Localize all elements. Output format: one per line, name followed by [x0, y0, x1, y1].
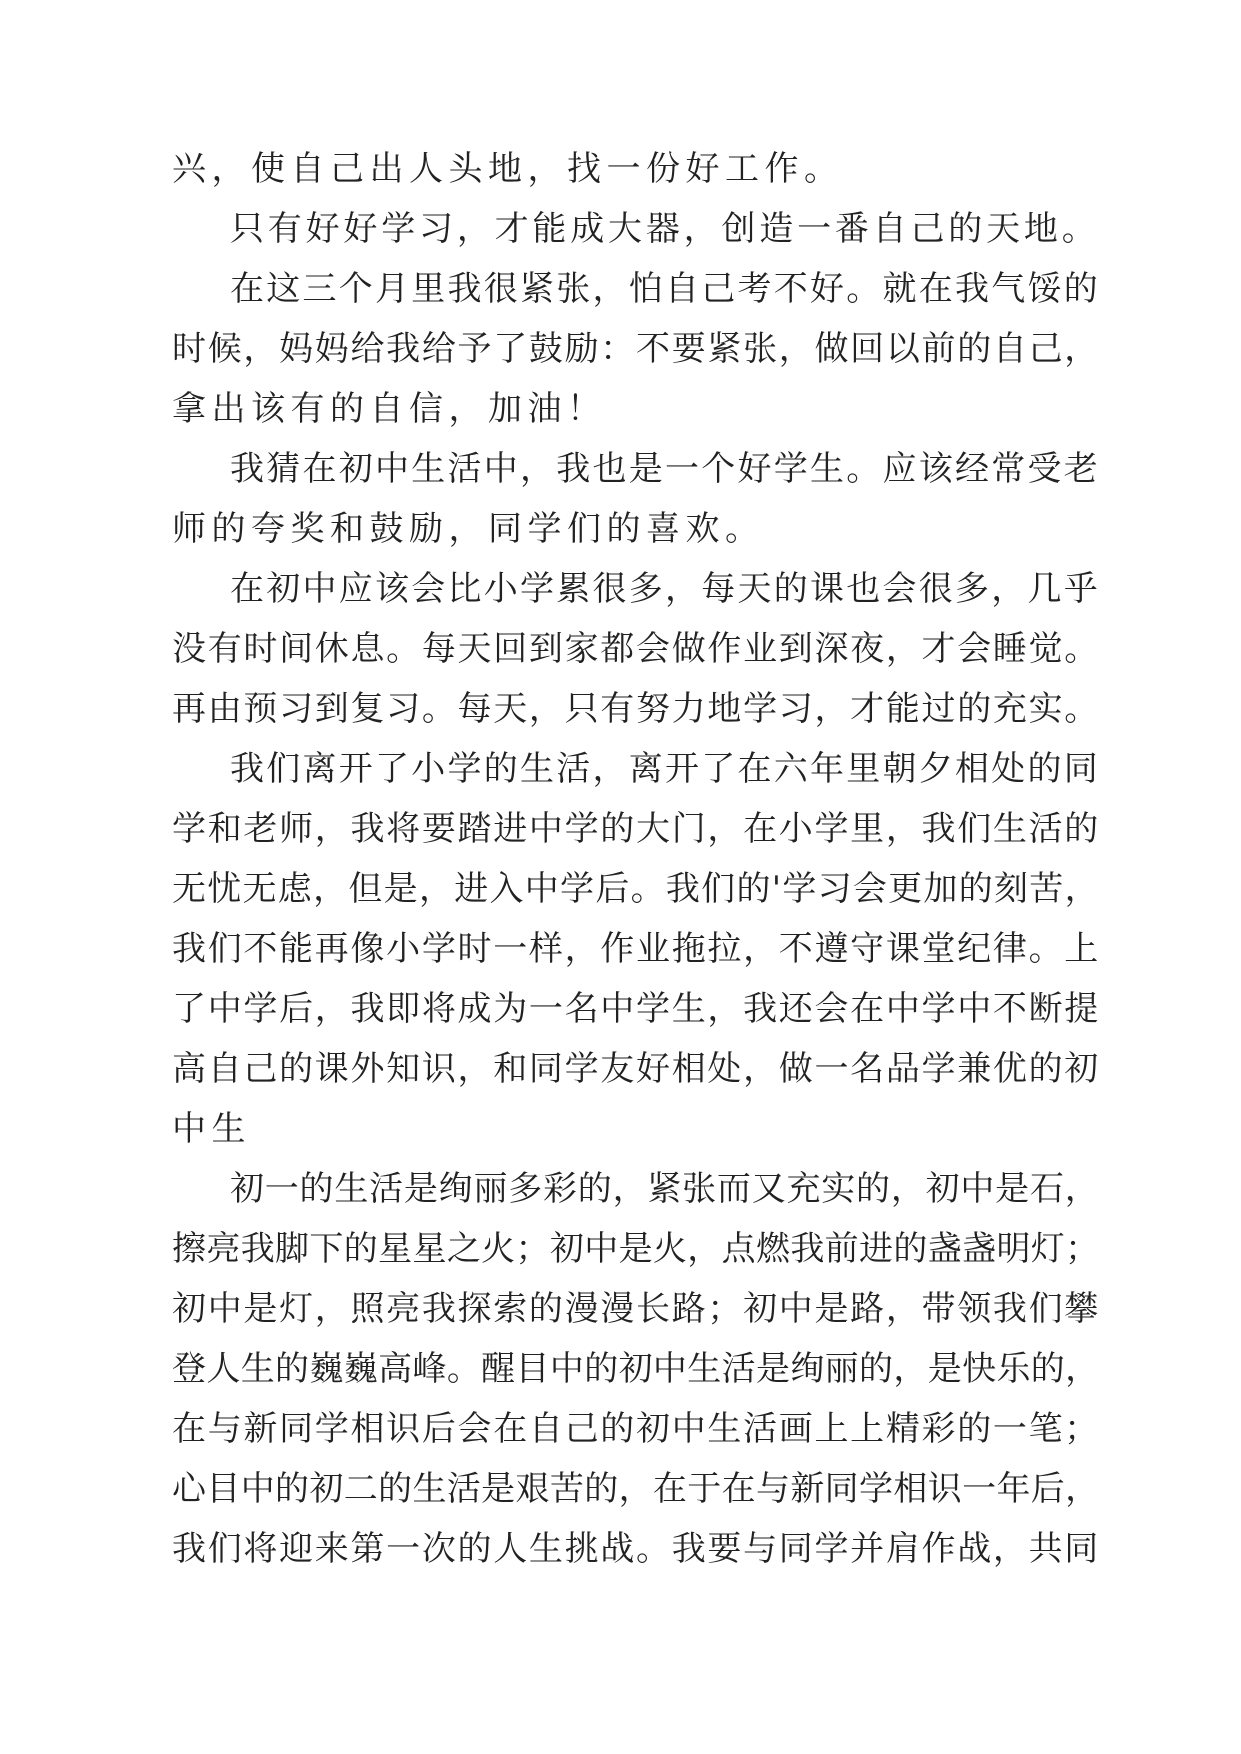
text-line: 中生	[172, 1109, 251, 1149]
text-line: 我们将迎来第一次的人生挑战。我要与同学并肩作战，共同	[172, 1529, 1100, 1569]
text-line: 无忧无虑，但是，进入中学后。我们的'学习会更加的刻苦，	[172, 869, 1100, 909]
text-line: 了中学后，我即将成为一名中学生，我还会在中学中不断提	[172, 989, 1100, 1029]
text-line: 登人生的巍巍高峰。醒目中的初中生活是绚丽的，是快乐的，	[172, 1349, 1100, 1389]
text-line: 再由预习到复习。每天，只有努力地学习，才能过的充实。	[172, 689, 1100, 729]
text-line: 时候，妈妈给我给予了鼓励：不要紧张，做回以前的自己，	[172, 329, 1100, 369]
text-line: 在与新同学相识后会在自己的初中生活画上上精彩的一笔；	[172, 1409, 1100, 1449]
text-line: 在初中应该会比小学累很多，每天的课也会很多，几乎	[230, 569, 1100, 609]
text-line: 高自己的课外知识，和同学友好相处，做一名品学兼优的初	[172, 1049, 1100, 1089]
text-line: 师的夸奖和鼓励，同学们的喜欢。	[172, 509, 765, 549]
text-line: 我们不能再像小学时一样，作业拖拉，不遵守课堂纪律。上	[172, 929, 1100, 969]
text-line: 我们离开了小学的生活，离开了在六年里朝夕相处的同	[230, 749, 1100, 789]
text-line: 初一的生活是绚丽多彩的，紧张而又充实的，初中是石，	[230, 1169, 1100, 1209]
text-line: 兴，使自己出人头地，找一份好工作。	[172, 149, 844, 189]
text-line: 没有时间休息。每天回到家都会做作业到深夜，才会睡觉。	[172, 629, 1100, 669]
text-line: 在这三个月里我很紧张，怕自己考不好。就在我气馁的	[230, 269, 1100, 309]
text-line: 初中是灯，照亮我探索的漫漫长路；初中是路，带领我们攀	[172, 1289, 1100, 1329]
text-line: 心目中的初二的生活是艰苦的，在于在与新同学相识一年后，	[172, 1469, 1100, 1509]
text-line: 只有好好学习，才能成大器，创造一番自己的天地。	[230, 209, 1100, 249]
text-line: 我猜在初中生活中，我也是一个好学生。应该经常受老	[230, 449, 1100, 489]
text-line: 学和老师，我将要踏进中学的大门，在小学里，我们生活的	[172, 809, 1100, 849]
text-line: 拿出该有的自信，加油！	[172, 389, 607, 429]
text-line: 擦亮我脚下的星星之火；初中是火，点燃我前进的盏盏明灯；	[172, 1229, 1100, 1269]
